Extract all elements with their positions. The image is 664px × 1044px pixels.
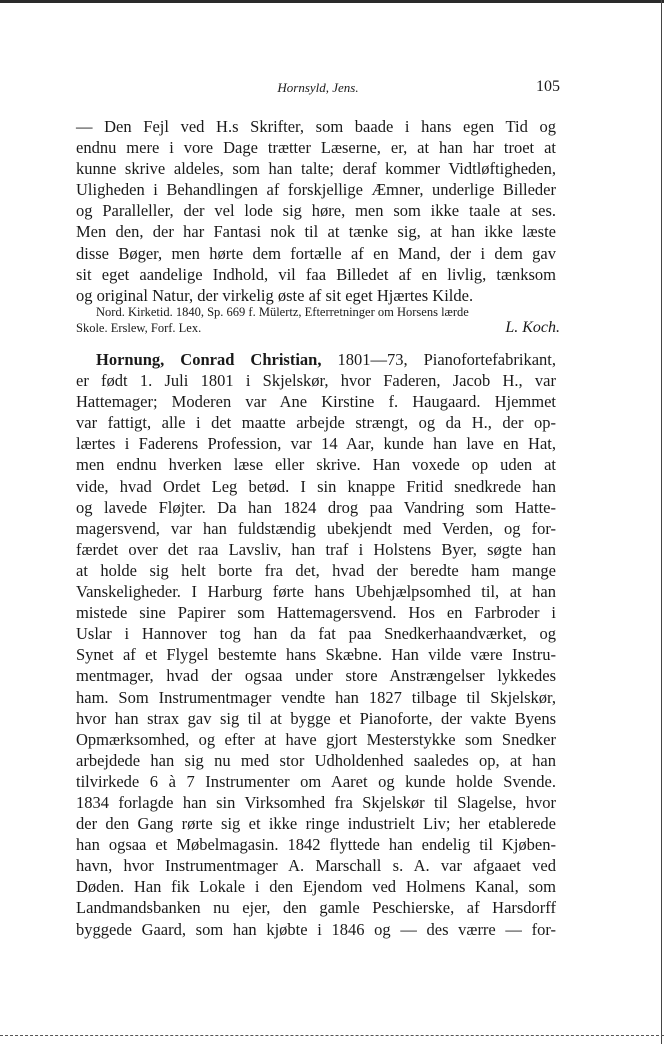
text-line: Men den, der har Fantasi nok til at tænke sig, at han ikke læste [76,222,556,242]
text-line: der den Gang rørte sig et ikke ringe industrielt Liv; her etablerede [76,814,556,834]
text-line: mentmager, hvad der ogsaa under store Anstrængelser lykkedes [76,666,556,686]
text-line: byggede Gaard, som han kjøbte i 1846 og — des værre — for- [76,919,556,939]
text-line: og Paralleller, der vel lode sig høre, men som ikke taale at ses. [76,201,556,221]
text-line: og original Natur, der virkelig øste af sit eget Hjærtes Kilde. [76,285,474,305]
text-line: er født 1. Juli 1801 i Skjelskør, hvor Faderen, Jacob H., var [76,371,556,391]
text-line: kunne skrive aldeles, som han talte; deraf kommer Vidtløftigheden, [76,159,556,179]
author-signature: L. Koch. [505,319,560,336]
text-line: endnu mere i vore Dage trætter Læserne, er, at han har troet at [76,138,556,158]
text-line: Vanskeligheder. I Harburg førte hans Ubehjælpsomhed til, at han [76,582,556,602]
text-line: og lavede Fløjter. Da han 1824 drog paa Vandring som Hatte- [76,497,556,517]
page-header [76,78,560,100]
entry-paragraph [76,349,556,940]
text-line: han ogsaa et Møbelmagasin. 1842 flyttede han endelig til Kjøben- [76,835,556,855]
sources-line: Nord. Kirketid. 1840, Sp. 669 f. Mülertz, Efterretninger om Horsens lærde [96,305,469,319]
text-line: Uligheden i Behandlingen af forskjellige Æmner, underlige Billeder [76,180,556,200]
text-line: Landmandsbanken nu ejer, den gamle Peschierske, af Harsdorff [76,898,556,918]
text-line: arbejdede han sig nu med stor Udholdenhed saaledes op, at han [76,750,556,770]
sources-line: Skole. Erslew, Forf. Lex. [76,321,202,335]
text-line: mistede sine Papirer som Hattemagersvend. Hos en Farbroder i [76,603,556,623]
text-line: var fattigt, alle i det maatte arbejde strængt, og da H., der op- [76,413,556,433]
text-line: sit eget aandelige Indhold, vil faa Billedet af en livlig, tænksom [76,264,556,284]
page-edge [661,0,662,1044]
sources-block [76,304,560,336]
text-line: lærtes i Faderens Profession, var 14 Aar, kunde han lave en Hat, [76,434,556,454]
text-line: Synet af et Flygel bestemte hans Skæbne. Han vilde være Instru- [76,645,556,665]
text-line: vide, hvad Ordet Leg betød. I sin knappe Fritid snedkrede han [76,476,556,496]
text-line: Hattemager; Moderen var Ane Kirstine f. Haugaard. Hjemmet [76,392,556,412]
previous-entry-paragraph [76,116,556,306]
text-line: men endnu hverken læse eller skrive. Han voxede op uden at [76,455,556,475]
text-line: Døden. Han fik Lokale i den Ejendom ved Holmens Kanal, som [76,877,556,897]
text-line: Uslar i Hannover tog han da fat paa Snedkerhaandværket, og [76,624,556,644]
entry-first-line [76,349,556,370]
top-rule [0,0,664,3]
page-number: 105 [536,78,560,95]
text-line: magersvend, var han fuldstændig ubekjendt med Verden, og for- [76,518,556,538]
text-line: færdet over det raa Lavsliv, han traf i Holstens Byer, søgte han [76,539,556,559]
text-line: — Den Fejl ved H.s Skrifter, som baade i hans egen Tid og [76,117,556,136]
running-head: Hornsyld, Jens. [277,80,359,95]
text-line: ham. Som Instrumentmager vendte han 1827 tilbage til Skjelskør, [76,687,556,707]
text-line: 1834 forlagde han sin Virksomhed fra Skjelskør til Slagelse, hvor [76,792,556,812]
text-line: havn, hvor Instrumentmager A. Marschall s. A. var afgaaet ved [76,856,556,876]
text-line: tilvirkede 6 à 7 Instrumenter om Aaret og kunde holde Svende. [76,771,556,791]
text-line: disse Bøger, men hørte dem fortælle af en Mand, der i dem gav [76,243,556,263]
text-line: hvor han strax gav sig til at bygge et Pianoforte, der vakte Byens [76,708,556,728]
entry-dates-profession: 1801—73, Pianofortefabrikant, [321,350,556,369]
entry-name: Hornung, Conrad Christian, [96,350,322,369]
text-line: Opmærksomhed, og efter at have gjort Mesterstykke som Snedker [76,729,556,749]
text-line: at holde sig helt borte fra det, hvad der beredte ham mange [76,560,556,580]
bottom-rule [0,1035,664,1036]
